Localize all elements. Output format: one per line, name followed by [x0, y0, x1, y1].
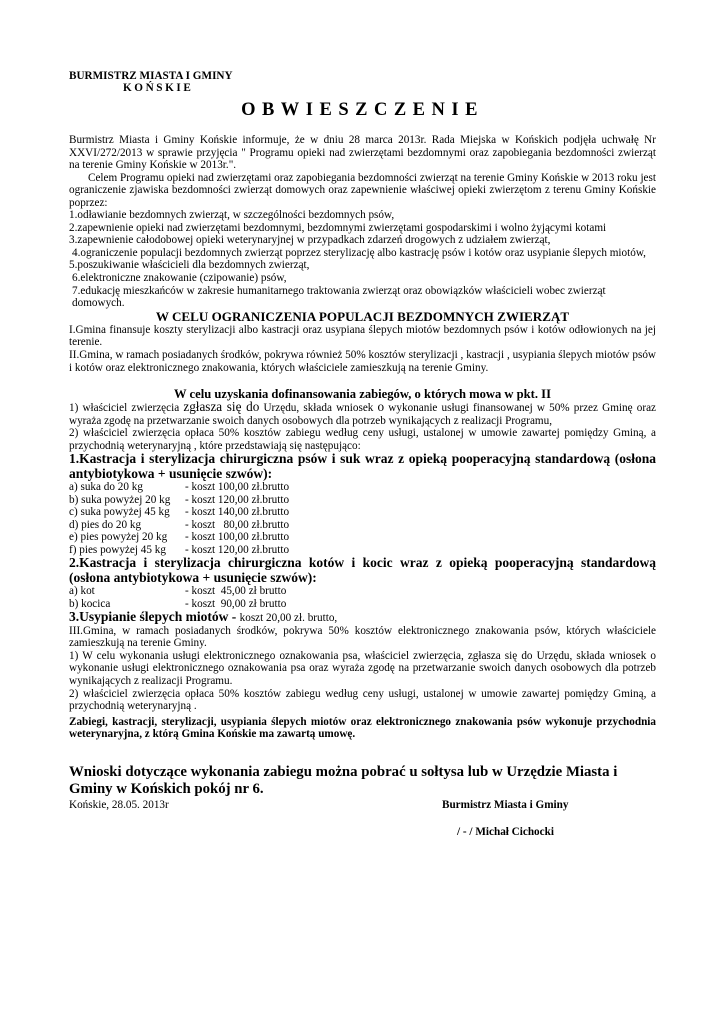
goal-item: 3.zapewnienie całodobowej opieki weterynaryjnej w przypadkach zdarzeń drogowych z udziałem zwierząt,: [69, 234, 551, 247]
price-label: b) kocica: [69, 597, 111, 610]
intro-paragraph-2: Celem Programu opieki nad zwierzętami oraz zapobiegania bezdomności zwierząt na terenie Gminy Końskie w 2013 roku jest ograniczenie zjawiska bezdomności zwierząt domowych oraz zapewnienie właściwej opieki zwierzętom z terenu Gminy Końskie poprzez:: [69, 171, 656, 209]
document-title: OBWIESZCZENIE: [241, 100, 484, 120]
price-label: e) pies powyżej 20 kg: [69, 531, 168, 544]
footer-row: [69, 799, 656, 812]
price-label: a) suka do 20 kg: [69, 481, 143, 494]
price-value: - koszt 140,00 zł.brutto: [185, 506, 290, 519]
goals-list: [69, 209, 656, 309]
euthanasia-price: koszt 20,00 zł. brutto,: [239, 612, 338, 625]
text-run: wykonanie usługi finansowanej w 50% przez Gminę oraz wyraża zgodę na przetwarzanie swoich danych osobowych dla potrzeb wynikających z realizacji Programu,: [69, 402, 656, 427]
dogs-heading: 1.Kastracja i sterylizacja chirurgiczna psów i suk wraz z opieką pooperacyjną standardową (osłona antybiotykowa + usunięcie szwów):: [69, 451, 656, 481]
price-row: [69, 531, 656, 544]
price-label: b) suka powyżej 20 kg: [69, 493, 171, 506]
price-row: [69, 585, 656, 598]
price-label: d) pies do 20 kg: [69, 518, 142, 531]
price-value: - koszt 100,00 zł.brutto: [185, 481, 290, 494]
goal-item: 4.ograniczenie populacji bezdomnych zwierząt poprzez sterylizację albo kastrację psów i kotów oraz usypianie ślepych miotów,: [72, 246, 646, 259]
price-value: - koszt 80,00 zł.brutto: [185, 518, 290, 531]
section-heading-cofinancing: W celu uzyskania dofinansowania zabiegów, o których mowa w pkt. II: [174, 387, 551, 402]
section3-paragraph-4: Zabiegi, kastracji, sterylizacji, usypiania ślepych miotów oraz elektronicznego znakowania psów wykonuje przychodnia weterynaryjna, z którą Gmina Końskie ma zawartą umowę.: [69, 715, 656, 741]
section3-paragraph-3: 2) właściciel zwierzęcia opłaca 50% kosztów zabiegu według ceny usługi, ustalonej w umowie zawartej pomiędzy Gminą, a przychodnią weterynaryjną .: [69, 687, 656, 713]
price-label: c) suka powyżej 45 kg: [69, 506, 170, 519]
price-row: [69, 506, 656, 519]
signer-title: Burmistrz Miasta i Gminy: [442, 798, 569, 811]
text-run: o: [377, 399, 385, 415]
intro-paragraph-1: Burmistrz Miasta i Gminy Końskie informuje, że w dniu 28 marca 2013r. Rada Miejska w Końskich podjęła uchwałę Nr XXVI/272/2013 w sprawie przyjęcia " Programu opieki nad zwierzętami bezdomnymi oraz zapobiegania bezdomności zwierząt na terenie Gminy Końskie w 2013r.".: [69, 134, 656, 172]
price-value: - koszt 100,00 zł.brutto: [185, 531, 290, 544]
issuer-line-2: KOŃSKIE: [123, 82, 194, 94]
price-value: - koszt 120,00 zł.brutto: [185, 543, 290, 556]
section1-paragraph-1: I.Gmina finansuje koszty sterylizacji albo kastracji oraz usypiana ślepych miotów bezdomnych psów i kotów odłowionych na jej terenie.: [69, 323, 656, 349]
section3-paragraph-2: 1) W celu wykonania usługi elektronicznego oznakowania psa, właściciel zwierzęcia, zgłasza się do Urzędu, składa wniosek o wykonanie usługi elektronicznego oznakowania psa oraz wyraża zgodę na przetwarzanie swoich danych osobowych dla potrzeb wynikających z realizacji Programu.: [69, 649, 656, 687]
goal-item: 1.odławianie bezdomnych zwierząt, w szczególności bezdomnych psów,: [69, 209, 395, 222]
goal-item: 2.zapewnienie opieki nad zwierzętami bezdomnymi, bezdomnymi zwierzętami gospodarskimi i wolno żyjącymi kotami: [69, 221, 607, 234]
text-run: 1) właściciel zwierzęcia: [69, 402, 184, 415]
text-run: zgłasza się do: [183, 399, 260, 415]
cats-price-list: [69, 585, 656, 610]
price-value: - koszt 45,00 zł brutto: [185, 585, 287, 598]
section1-paragraph-2: II.Gmina, w ramach posiadanych środków, pokrywa również 50% kosztów sterylizacji , kastracji , usypiania ślepych miotów psów i kotów oraz elektronicznego znakowania, których właściciele zamieszkują na terenie Gminy.: [69, 348, 656, 374]
closing-notice: Wnioski dotyczące wykonania zabiegu można pobrać u sołtysa lub w Urzędzie Miasta i Gminy w Końskich pokój nr 6.: [69, 763, 618, 798]
price-row: [69, 494, 656, 507]
cats-heading: 2.Kastracja i sterylizacja chirurgiczna kotów i kocic wraz z opieką pooperacyjną standardową (osłona antybiotykowa + usunięcie szwów):: [69, 555, 656, 585]
section3-paragraph-1: III.Gmina, w ramach posiadanych środków, pokrywa 50% kosztów elektronicznego znakowania psów, których właściciele zamieszkują na terenie Gminy.: [69, 624, 656, 650]
price-row: [69, 481, 656, 494]
euthanasia-line: [69, 610, 656, 625]
price-value: - koszt 120,00 zł.brutto: [185, 493, 290, 506]
price-row: [69, 519, 656, 532]
price-value: - koszt 90,00 zł brutto: [185, 597, 287, 610]
goal-item: 5.poszukiwanie właścicieli dla bezdomnych zwierząt,: [69, 259, 310, 272]
issuer-line-1: BURMISTRZ MIASTA I GMINY: [69, 70, 233, 82]
signature: / - / Michał Cichocki: [457, 825, 554, 838]
goal-item: 6.elektroniczne znakowanie (czipowanie) psów,: [72, 272, 287, 285]
section2-paragraph-2: 2) właściciel zwierzęcia opłaca 50% kosztów zabiegu według ceny usługi, ustalonej w umowie zawartej pomiędzy Gminą, a przychodnią weterynaryjną , które przedstawiają się następująco:: [69, 427, 656, 452]
euthanasia-heading: 3.Usypianie ślepych miotów -: [69, 609, 240, 625]
text-run: Urzędu, składa wniosek: [259, 402, 378, 415]
price-label: a) kot: [69, 585, 95, 598]
place-date: Końskie, 28.05. 2013r: [69, 798, 169, 811]
goal-item: 7.edukację mieszkańców w zakresie humanitarnego traktowania zwierząt oraz obowiązków właścicieli wobec zwierząt domowych.: [72, 284, 606, 310]
dogs-price-list: [69, 481, 656, 556]
section-heading-population: W CELU OGRANICZENIA POPULACJI BEZDOMNYCH ZWIERZĄT: [155, 308, 570, 324]
section2-paragraph-1: [69, 401, 656, 427]
price-label: f) pies powyżej 45 kg: [69, 543, 166, 556]
